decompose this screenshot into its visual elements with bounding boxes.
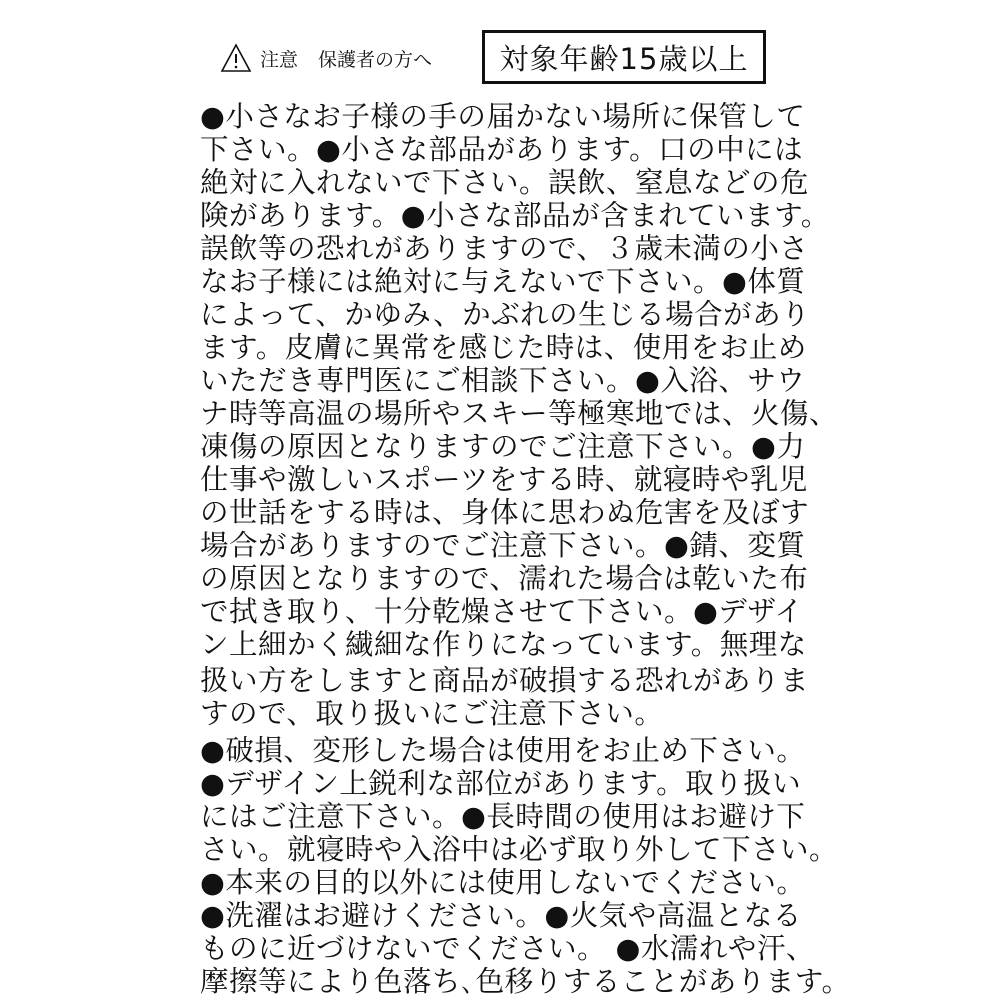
guardian-label: 保護者の方へ bbox=[318, 48, 433, 71]
notice-line: 凍傷の原因となりますのでご注意下さい。●力 bbox=[200, 430, 806, 463]
notice-line: ●小さなお子様の手の届かない場所に保管して bbox=[200, 100, 806, 133]
notice-line: なお子様には絶対に与えないで下さい。●体質 bbox=[200, 265, 806, 298]
notice-line: の原因となりますので、濡れた場合は乾いた布 bbox=[200, 562, 809, 595]
notice-line: 仕事や激しいスポーツをする時、就寝時や乳児 bbox=[200, 463, 808, 496]
notice-line: ものに近づけないでください。 ●水濡れや汗、 bbox=[200, 932, 815, 965]
notice-line: 誤飲等の恐れがありますので、３歳未満の小さ bbox=[200, 232, 809, 265]
notice-line: すので、取り扱いにご注意下さい。 bbox=[200, 697, 664, 730]
notice-line: さい。就寝時や入浴中は必ず取り外して下さい。 bbox=[200, 833, 839, 866]
notice-line: ●破損、変形した場合は使用をお止め下さい。 bbox=[200, 734, 806, 767]
age-rating-box bbox=[482, 30, 766, 84]
notice-line: ●洗濯はお避けください。●火気や高温となる bbox=[200, 899, 802, 932]
notice-line: 摩擦等により色落ち､色移りすることがあります。 bbox=[200, 965, 851, 998]
notice-line: ●本来の目的以外には使用しないでください。 bbox=[200, 866, 806, 899]
notice-line: 扱い方をしますと商品が破損する恐れがありま bbox=[200, 664, 810, 697]
notice-block-2 bbox=[200, 664, 851, 998]
notice-line: ●デザイン上鋭利な部位があります。取り扱い bbox=[200, 767, 802, 800]
notice-line: 下さい。●小さな部品があります。口の中には bbox=[200, 133, 804, 166]
notice-line: 絶対に入れないで下さい。誤飲、窒息などの危 bbox=[200, 166, 810, 199]
age-rating-label: 対象年齢15歳以上 bbox=[499, 41, 749, 76]
warning-triangle-icon bbox=[220, 43, 252, 73]
notice-line: 険があります。●小さな部品が含まれています。 bbox=[200, 199, 830, 232]
notice-line: いただき専門医にご相談下さい。●入浴、サウ bbox=[200, 364, 806, 397]
notice-line: で拭き取り、十分乾燥させて下さい。●デザイ bbox=[200, 595, 804, 628]
caution-label: 注意 bbox=[260, 48, 299, 71]
notice-line: ます。皮膚に異常を感じた時は、使用をお止め bbox=[200, 331, 807, 364]
notice-line: ナ時等高温の場所やスキー等極寒地では、火傷、 bbox=[200, 397, 839, 430]
warning-header bbox=[220, 30, 446, 86]
notice-line: ン上細かく繊細な作りになっています。無理な bbox=[200, 628, 807, 661]
notice-line: の世話をする時は、身体に思わぬ危害を及ぼす bbox=[200, 496, 810, 529]
notice-line: 場合がありますのでご注意下さい。●錆、変質 bbox=[200, 529, 806, 562]
notice-line: にはご注意下さい。●長時間の使用はお避け下 bbox=[200, 800, 806, 833]
notice-line: によって、かゆみ、かぶれの生じる場合があり bbox=[200, 298, 811, 331]
notice-block-1 bbox=[200, 100, 839, 661]
